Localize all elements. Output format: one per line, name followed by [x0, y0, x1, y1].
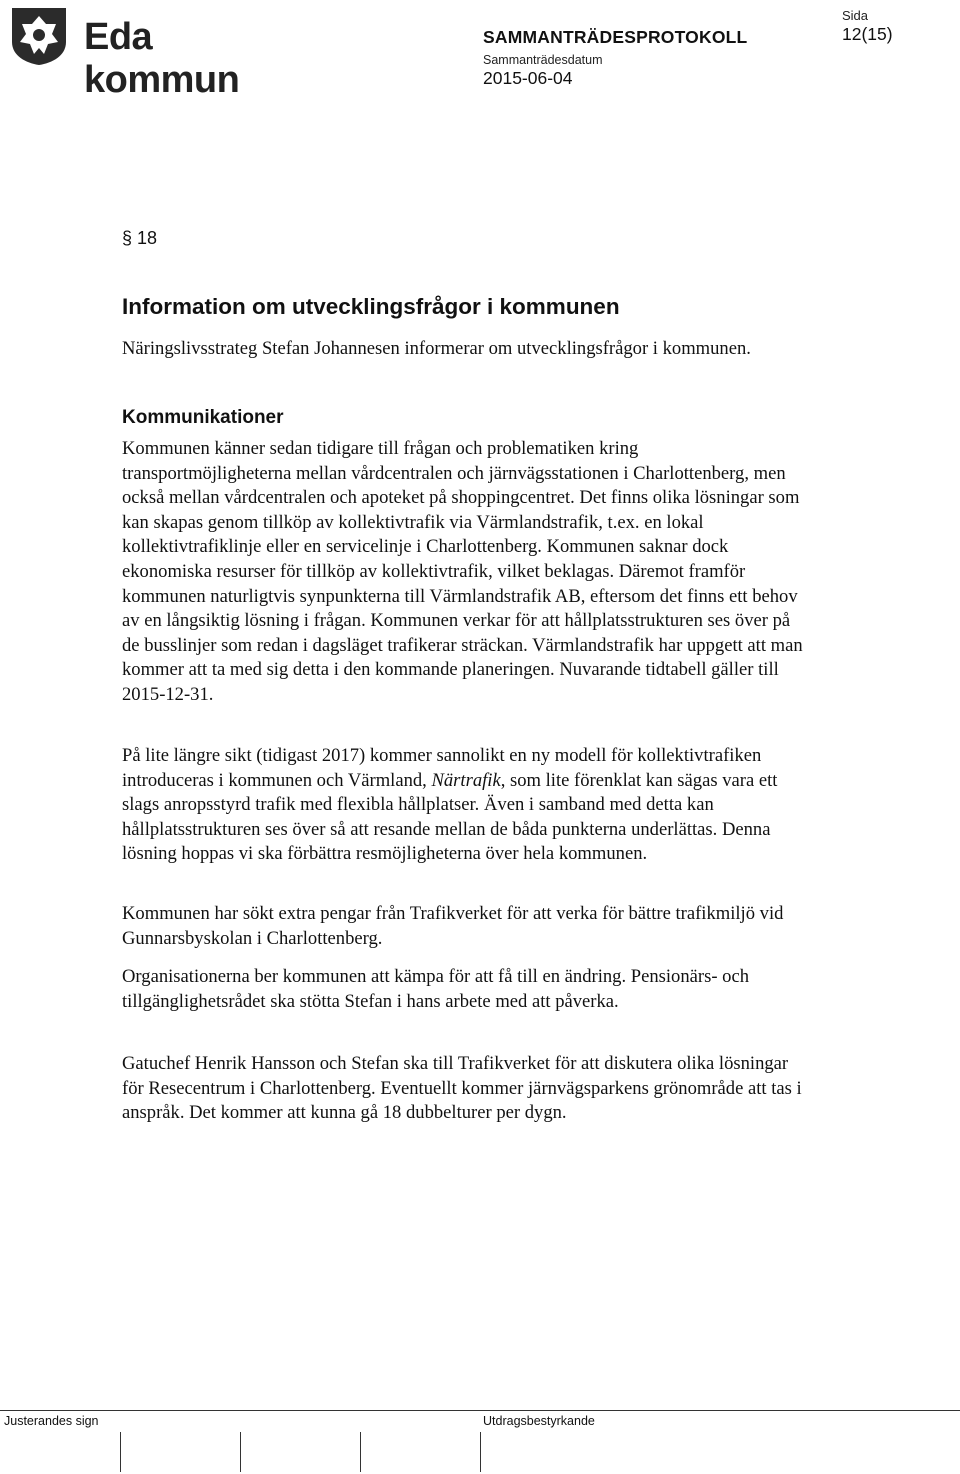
- body-paragraph: Organisationerna ber kommunen att kämpa för att få till en ändring. Pensionärs- och tillgänglighetsrådet ska stötta Stefan i hans arbete med att påverka.: [122, 966, 750, 1012]
- logo-wordmark: Eda kommun: [84, 16, 240, 101]
- certification-label: Utdragsbestyrkande: [483, 1414, 595, 1428]
- municipality-logo: [8, 6, 308, 101]
- emphasized-term: Närtrafik: [431, 769, 501, 791]
- signature-box-divider: [120, 1432, 121, 1472]
- intro-paragraph: Näringslivsstrateg Stefan Johannesen informerar om utvecklingsfrågor i kommunen.: [122, 338, 751, 359]
- body-paragraph: Kommunen har sökt extra pengar från Trafikverket för att verka för bättre trafikmiljö vid Gunnarsbyskolan i Charlottenberg.: [122, 903, 784, 949]
- document-type: SAMMANTRÄDESPROTOKOLL: [483, 27, 748, 47]
- signature-box-divider: [240, 1432, 241, 1472]
- paragraph-text: På lite längre sikt (tidigast 2017) kommer sannolikt en ny modell för kollektivtrafiken introduceras i kommunen och Värmland,: [122, 745, 762, 791]
- page-label: Sida: [842, 8, 869, 23]
- signature-label: Justerandes sign: [4, 1414, 99, 1428]
- page-number: 12(15): [842, 24, 893, 44]
- meeting-date-label: Sammanträdesdatum: [483, 53, 603, 67]
- paragraph-number: § 18: [122, 228, 158, 248]
- paragraph-text: , som lite förenklat kan sägas vara ett slags anropsstyrd trafik med flexibla hållplatser. Även i samband med detta kan hållplatsstrukturen ses över så att resande mellan de båda punkterna underlättas. Denna lösning hoppas vi ska förbättra resmöjligheterna över hela kommunen.: [122, 769, 778, 865]
- body-paragraph: Kommunen känner sedan tidigare till frågan och problematiken kring transportmöjligheterna mellan vårdcentralen och järnvägsstationen i Charlottenberg, men också mellan vårdcentralen och apoteket på shoppingcentret. Det finns olika lösningar som kan skapas genom tillköp av kollektivtrafik via Värmlandstrafik, t.ex. en lokal kollektivtrafiklinje eller en servicelinje i Charlottenberg. Kommunen saknar dock ekonomiska resurser för tillköp av kollektivtrafik, vilket beklagas. Däremot framför kommunen naturligtvis synpunkterna till Värmlandstrafik AB, eftersom det finns ett behov av en långsiktig lösning i frågan. Kommunen verkar för att hållplatsstrukturen ses över på de busslinjer som redan i dagsläget trafikerar sträckan. Värmlandstrafik har uppgett att man kommer att ta med sig detta i den kommande planeringen. Nuvarande tidtabell gäller till 2015-12-31.: [122, 438, 803, 705]
- body-paragraph: Gatuchef Henrik Hansson och Stefan ska till Trafikverket för att diskutera olika lösningar för Resecentrum i Charlottenberg. Eventuellt kommer järnvägsparkens grönområde att tas i anspråk. Det kommer att kunna gå 18 dubbelturer per dygn.: [122, 1053, 802, 1124]
- coat-of-arms-icon: [8, 6, 70, 66]
- body-paragraph: [122, 744, 812, 867]
- footer-divider: [0, 1410, 960, 1411]
- meeting-date: 2015-06-04: [483, 68, 573, 88]
- subheading-kommunikationer: Kommunikationer: [122, 407, 284, 428]
- section-heading: Information om utvecklingsfrågor i kommunen: [122, 294, 620, 319]
- signature-box-divider: [360, 1432, 361, 1472]
- signature-box-divider: [480, 1432, 481, 1472]
